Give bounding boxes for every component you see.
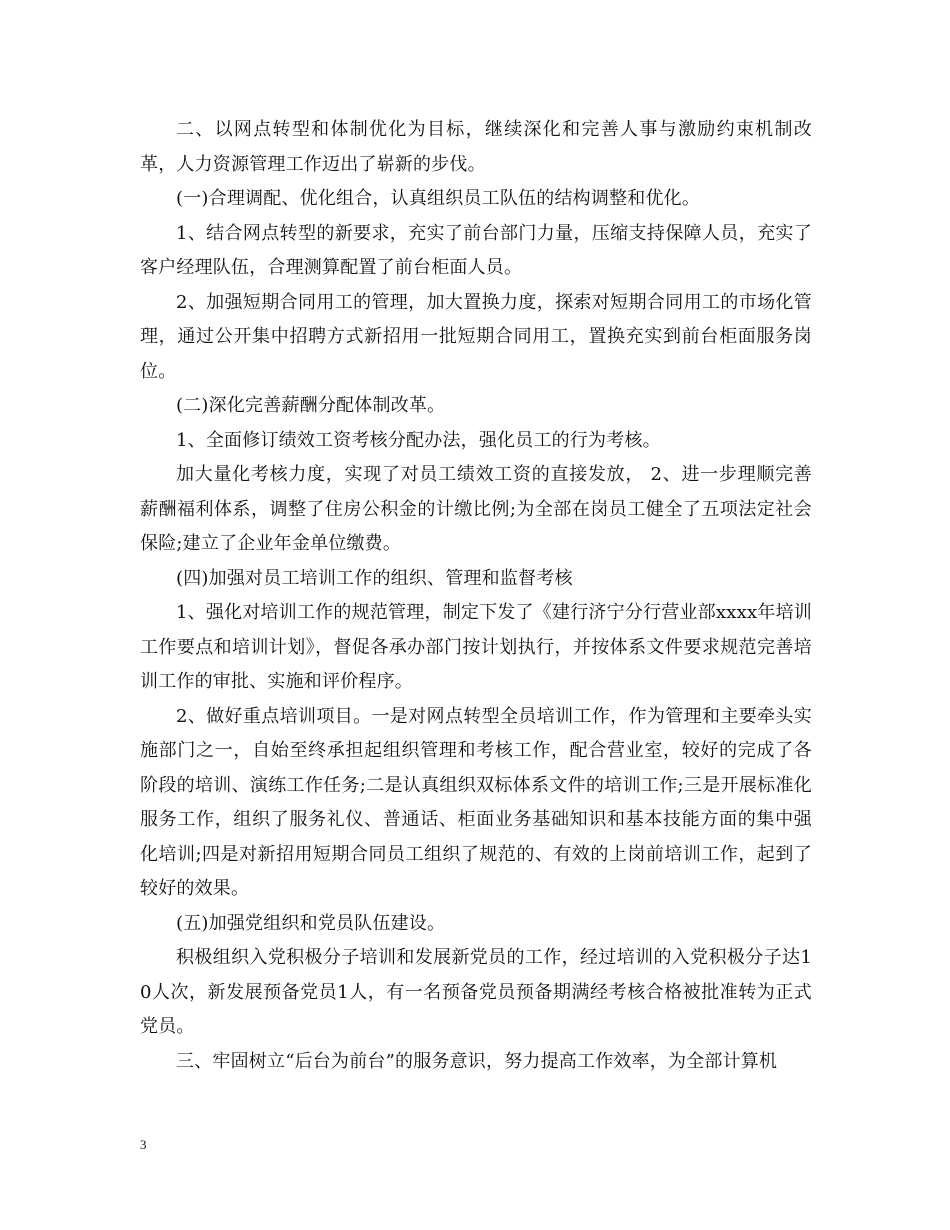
paragraph-item-salary-1: 1、全面修订绩效工资考核分配办法，强化员工的行为考核。: [176, 429, 661, 451]
paragraph-item-training-2: 2、做好重点培训项目。一是对网点转型全员培训工作，作为管理和主要牵头实施部门之一，自始至终承担起组织管理和考核工作，配合营业室，较好的完成了各阶段的培训、演练工作任务;二是认真组织双标体系文件的培训工作;三是开展标准化服务工作，组织了服务礼仪、普通话、柜面业务基础知识和基本技能方面的集中强化培训;四是对新招用短期合同员工组织了规范的、有效的上岗前培训工作，起到了较好的效果。: [140, 705, 812, 899]
paragraph-item-1: 1、结合网点转型的新要求，充实了前台部门力量，压缩支持保障人员，充实了客户经理队伍，合理测算配置了前台柜面人员。: [140, 222, 812, 278]
paragraph-subsection-five-heading: (五)加强党组织和党员队伍建设。: [176, 912, 446, 934]
page-number: 3: [140, 1137, 147, 1152]
paragraph-subsection-two-heading: (二)深化完善薪酬分配体制改革。: [176, 395, 446, 416]
paragraph-subsection-one-heading: (一)合理调配、优化组合，认真组织员工队伍的结构调整和优化。: [176, 188, 701, 209]
document-body: [140, 113, 812, 1079]
paragraph-item-2: 2、加强短期合同用工的管理，加大置换力度，探索对短期合同用工的市场化管理，通过公开集中招聘方式新招用一批短期合同用工，置换充实到前台柜面服务岗位。: [140, 291, 812, 382]
paragraph-subsection-four-heading: (四)加强对员工培训工作的组织、管理和监督考核: [176, 567, 573, 589]
paragraph-item-training-1: 1、强化对培训工作的规范管理，制定下发了《建行济宁分行营业部xxxx年培训工作要点和培训计划》，督促各承办部门按计划执行，并按体系文件要求规范完善培训工作的审批、实施和评价程序。: [140, 602, 812, 692]
paragraph-item-salary-2: 加大量化考核力度，实现了对员工绩效工资的直接发放， 2、进一步理顺完善薪酬福利体系，调整了住房公积金的计缴比例;为全部在岗员工健全了五项法定社会保险;建立了企业年金单位缴费。: [140, 464, 812, 554]
paragraph-section-three-heading: 三、牢固树立“后台为前台”的服务意识，努力提高工作效率，为全部计算机: [176, 1050, 778, 1072]
paragraph-section-two-heading: 二、以网点转型和体制优化为目标，继续深化和完善人事与激励约束机制改革，人力资源管理工作迈出了崭新的步伐。: [140, 119, 812, 175]
paragraph-party-building: 积极组织入党积极分子培训和发展新党员的工作，经过培训的入党积极分子达10人次，新发展预备党员1人，有一名预备党员预备期满经考核合格被批准转为正式党员。: [140, 947, 812, 1037]
